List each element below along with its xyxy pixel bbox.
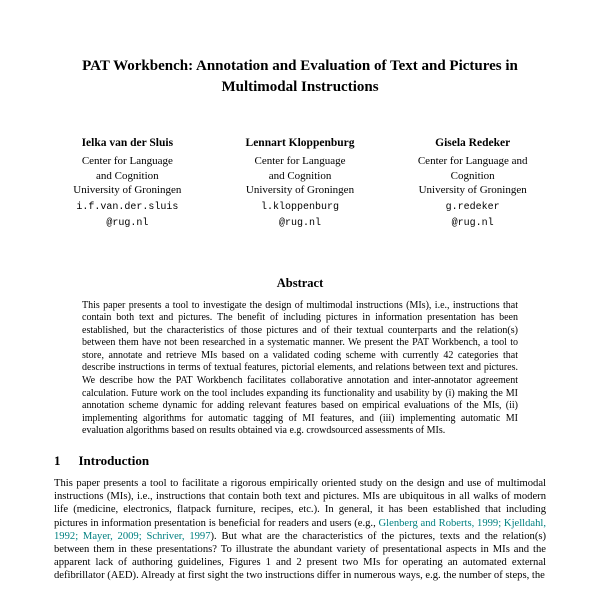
author-email-local: l.kloppenburg <box>261 201 340 213</box>
author-affiliation-line: and Cognition <box>96 169 159 182</box>
author-affiliation-line: Center for Language and <box>417 155 528 167</box>
author-affiliation-line: and Cognition <box>268 169 332 182</box>
text-segment: ). But what are the characteristics of the pictures, texts and the relation(s) between them in these presentations? To illustrate the abundant variety of presentational aspects in MIs and the apparent lack of authoring guidelines, Figures 1 and 2 present two MIs for operating an automated external defibrillator (AED). Already at first sight the two instructions differ in numerous ways, e.g. the number of steps, the <box>54 530 547 582</box>
citation: Glenberg and Roberts, 1999; Kjelldahl, 1992; Mayer, 2009; Schriver, 1997 <box>54 517 547 542</box>
section-title: Introduction <box>78 453 150 469</box>
author-name: Ielka van der Sluis <box>81 137 174 149</box>
author-column-2 <box>227 136 374 230</box>
abstract-heading: Abstract <box>276 275 324 290</box>
author-email-domain: @rug.nl <box>279 217 322 229</box>
abstract-text: This paper presents a tool to investigate the design of multimodal instructions (MIs), i.e., instructions that contain both text and pictures. The benefit of including pictures in information presentation has been established, but the characteristics of those pictures and of their textual counterparts and the relation(s) between them have not been researched in a systematic manner. We present the PAT Workbench, a tool to store, annotate and retrieve MIs based on a validated coding scheme with currently 42 categories that describe instructions in terms of textual features, pictorial elements, and relations between text and pictures. We describe how the PAT Workbench facilitates collaborative annotation and inter-annotator agreement calculation. Future work on the tool includes expanding its functionality and usability by (i) making the MI annotation scheme dynamic for adding relevant features based on empirical evaluations of the MIs, (ii) implementing algorithms for automatic tagging of MI features, and (iii) implementing automatic MI evaluation algorithms based on results obtained via e.g. crowdsourced assessments of MIs. <box>82 299 518 437</box>
author-affiliation-line: University of Groningen <box>73 184 182 196</box>
author-affiliation-line: University of Groningen <box>245 184 355 196</box>
page-title-line-2: Multimodal Instructions <box>221 79 379 95</box>
author-block <box>54 136 546 230</box>
author-affiliation-line: University of Groningen <box>418 184 527 196</box>
text-segment: This paper presents a tool to facilitate a rigorous empirically oriented study on the design and use of multimodal instructions (MIs), i.e., instructions that contain both text and pictures. MIs are ubiquitous in all walks of modern life (medicine, electronics, flatpack furniture, recipes, etc.). In general, it has been established that including pictures in information presentation is beneficial for readers and users (e.g., <box>54 478 546 529</box>
author-email-local: i.f.van.der.sluis <box>76 201 179 213</box>
author-affiliation-line: Center for Language <box>254 155 346 167</box>
section-heading-introduction <box>54 453 546 469</box>
author-affiliation-line: Cognition <box>450 169 495 182</box>
author-email-domain: @rug.nl <box>106 217 149 229</box>
introduction-paragraph <box>54 477 546 583</box>
page-title-line-1: PAT Workbench: Annotation and Evaluation of Text and Pictures in <box>82 58 518 74</box>
author-email-local: g.redeker <box>445 201 500 213</box>
author-name: Gisela Redeker <box>435 137 511 149</box>
author-column-3 <box>399 136 546 230</box>
section-number: 1 <box>54 453 61 469</box>
page-title <box>60 56 540 98</box>
author-email-domain: @rug.nl <box>451 217 494 229</box>
author-column-1 <box>54 136 201 230</box>
author-name: Lennart Kloppenburg <box>245 137 355 149</box>
author-affiliation-line: Center for Language <box>81 155 173 167</box>
